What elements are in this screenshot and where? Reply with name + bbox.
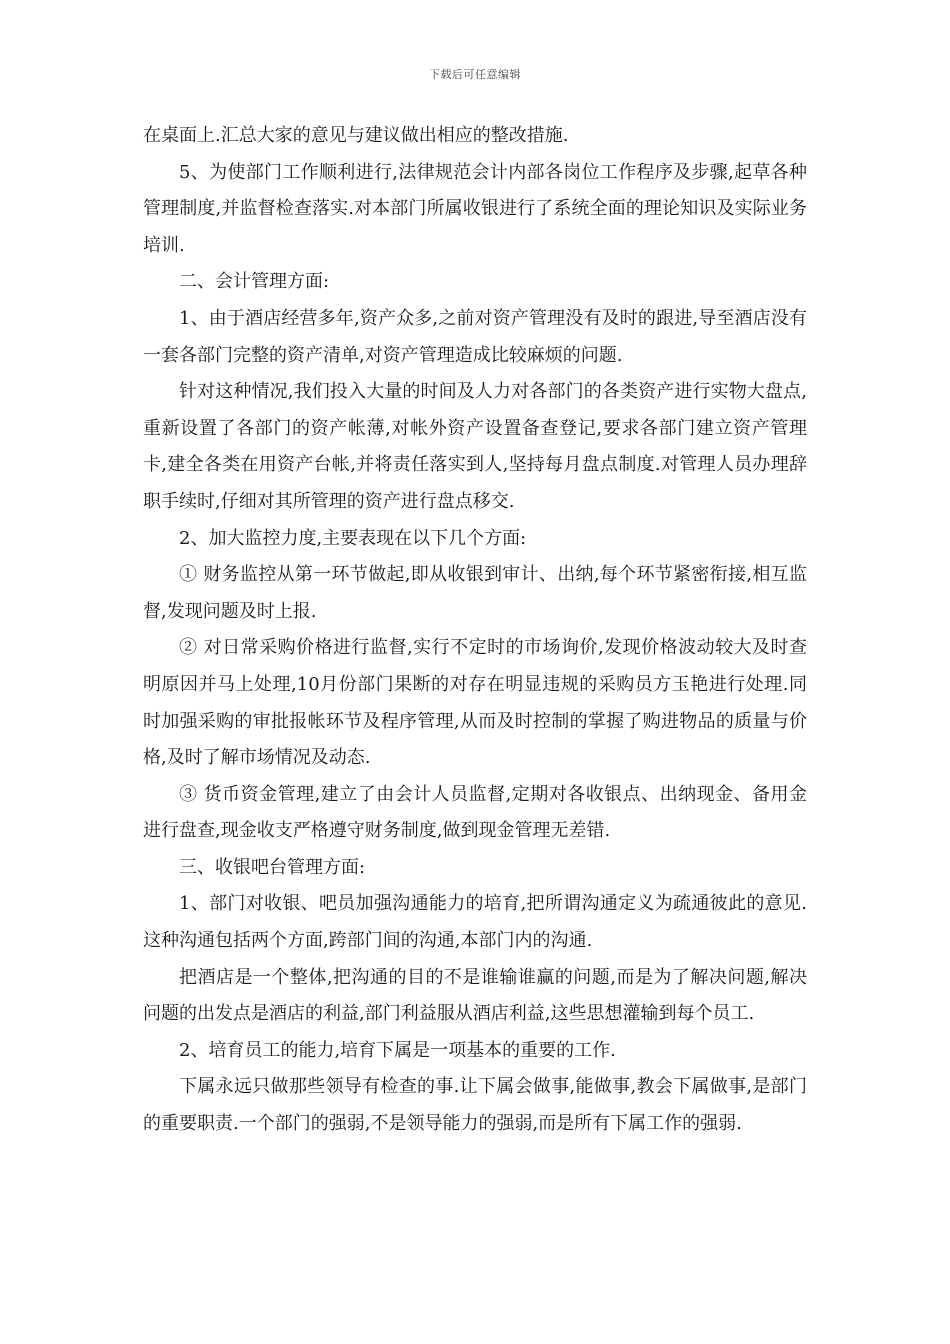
- paragraph: 2、加大监控力度,主要表现在以下几个方面:: [179, 527, 527, 549]
- paragraph: 把酒店是一个整体,把沟通的目的不是谁输谁赢的问题,而是为了解决问题,解决问题的出发点是酒店的利益,部门利益服从酒店利益,这些思想灌输到每个员工.: [143, 966, 807, 1025]
- paragraph: 5、为使部门工作顺利进行,法律规范会计内部各岗位工作程序及步骤,起草各种管理制度,并监督检查落实.对本部门所属收银进行了系统全面的理论知识及实际业务培训.: [143, 161, 807, 256]
- paragraph: ② 对日常采购价格进行监督,实行不定时的市场询价,发现价格波动较大及时查明原因并马上处理,10月份部门果断的对存在明显违规的采购员方玉艳进行处理.同时加强采购的审批报帐环节及程序管理,从而及时控制的掌握了购进物品的质量与价格,及时了解市场情况及动态.: [143, 637, 807, 769]
- paragraph: 针对这种情况,我们投入大量的时间及人力对各部门的各类资产进行实物大盘点,重新设置了各部门的资产帐薄,对帐外资产设置备查登记,要求各部门建立资产管理卡,建全各类在用资产台帐,并将责任落实到人,坚持每月盘点制度.对管理人员办理辞职手续时,仔细对其所管理的资产进行盘点移交.: [143, 381, 807, 512]
- section-heading: 三、收银吧台管理方面:: [179, 856, 366, 878]
- paragraph: ③ 货币资金管理,建立了由会计人员监督,定期对各收银点、出纳现金、备用金进行盘查,现金收支严格遵守财务制度,做到现金管理无差错.: [143, 783, 807, 842]
- page-header: 下载后可任意编辑: [429, 68, 521, 81]
- section-heading: 二、会计管理方面:: [179, 271, 330, 293]
- paragraph: 2、培育员工的能力,培育下属是一项基本的重要的工作.: [179, 1039, 616, 1061]
- paragraph: ① 财务监控从第一环节做起,即从收银到审计、出纳,每个环节紧密衔接,相互监督,发现问题及时上报.: [143, 564, 807, 622]
- paragraph: 在桌面上.汇总大家的意见与建议做出相应的整改措施.: [143, 125, 569, 146]
- document-body: [143, 118, 807, 1143]
- paragraph: 1、由于酒店经营多年,资产众多,之前对资产管理没有及时的跟进,导至酒店没有一套各部门完整的资产清单,对资产管理造成比较麻烦的问题.: [143, 307, 807, 366]
- paragraph: 1、部门对收银、吧员加强沟通能力的培育,把所谓沟通定义为疏通彼此的意见.这种沟通包括两个方面,跨部门间的沟通,本部门内的沟通.: [143, 893, 807, 952]
- paragraph: 下属永远只做那些领导有检查的事.让下属会做事,能做事,教会下属做事,是部门的重要职责.一个部门的强弱,不是领导能力的强弱,而是所有下属工作的强弱.: [143, 1076, 807, 1135]
